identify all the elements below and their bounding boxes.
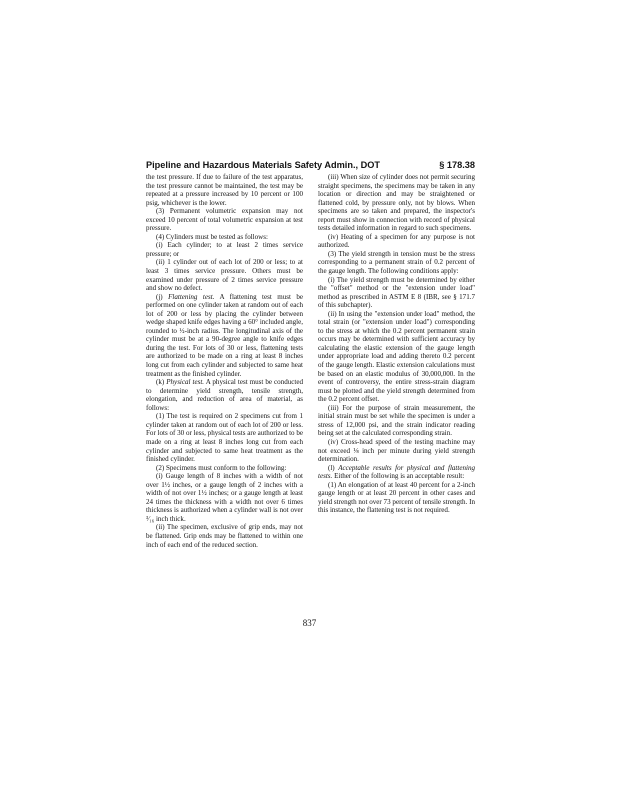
paragraph [146,293,303,378]
paragraph-text: (iii) When size of cylinder does not permit securing straight specimens, the specimens may be taken in any location or direction and may be straightened or flattened cold, by pressure only, not by blows. When specimens are so taken and prepared, the inspector's report must show in connection with record of physical tests detailed information in regard to such specimens. [318,173,475,233]
paragraph-heading: Physical test. [166,378,205,387]
paragraph [146,233,303,242]
paragraph-text: A physical test must be conducted to determine yield strength, tensile strength, elongation, and reduction of area of material, as follows: [146,378,304,412]
paragraph [146,523,303,549]
paragraph-text: Either of the following is an acceptable result: [334,472,465,481]
paragraph [146,241,303,258]
paragraph-text: (3) The yield strength in tension must be the stress corresponding to a permanent strain of 0.2 percent of the gauge length. The following conditions apply: [318,249,475,276]
paragraph-heading: Acceptable results for physical and flattening tests. [318,463,476,481]
paragraph-text: (i) Each cylinder; to at least 2 times service pressure; or [146,241,303,258]
paragraph-text: (1) The test is required on 2 specimens cut from 1 cylinder taken at random out of each lot of 200 or less. For lots of 30 or less, physical tests are authorized to be made on a ring at least 8 inches long cut from each cylinder and subjected to same heat treatment as the finished cylinder. [146,412,303,464]
paragraph [318,310,475,404]
left-text-column [146,173,303,549]
paragraph [146,207,303,233]
paragraph-text: the test pressure. If due to failure of the test apparatus, the test pressure cannot be maintained, the test may be repeated at a pressure increased by 10 percent or 100 psig, whichever is the lower. [146,173,303,207]
paragraph-text: (3) Permanent volumetric expansion may not exceed 10 percent of total volumetric expansion at test pressure. [146,207,303,233]
paragraph [318,438,475,464]
right-text-column [318,173,475,515]
paragraph-text: (iv) Cross-head speed of the testing machine may not exceed ⅛ inch per minute during yield strength determination. [318,437,475,464]
paragraph [146,258,303,292]
paragraph-text: (iii) For the purpose of strain measurement, the initial strain must be set while the specimen is under a stress of 12,000 psi, and the strain indicator reading being set at the calculated corresponding strain. [318,403,475,438]
header-section-number: § 178.38 [439,160,475,170]
paragraph-text: (iv) Heating of a specimen for any purpose is not authorized. [318,232,475,250]
running-header [146,158,475,172]
paragraph [318,276,475,310]
paragraph-text: (ii) In using the "extension under load" method, the total strain (or "extension under load") corresponding to the stress at which the 0.2 percent permanent strain occurs may be determined with sufficient accuracy by calculating the elastic extension of the gauge length under appropriate load and adding thereto 0.2 percent of the gauge length. Elastic extension calculations must be based on an elastic modulus of 30,000,000. In the event of controversy, the entire stress-strain diagram must be plotted and the yield strength determined from the 0.2 percent offset. [318,309,475,404]
paragraph-label: (k) [156,378,165,387]
paragraph-text: (i) The yield strength must be determined by either the "offset" method or the "extension under load" method as prescribed in ASTM E 8 (IBR, see § 171.7 of this subchapter). [318,275,475,310]
paragraph-label: (l) [328,463,335,472]
paragraph [318,250,475,276]
paragraph [318,173,475,233]
paragraph-label: (j) [156,292,163,301]
paragraph [318,464,475,481]
paragraph [146,412,303,463]
paragraph-text: (2) Specimens must conform to the following: [156,463,287,472]
paragraph-text: (ii) The specimen, exclusive of grip ends, may not be flattened. Grip ends may be flattened to within one inch of each end of the reduced section. [146,523,303,549]
paragraph [146,173,303,207]
paragraph [318,481,475,515]
paragraph-text: (1) An elongation of at least 40 percent for a 2-inch gauge length or at least 20 percent in other cases and yield strength not over 73 percent of tensile strength. In this instance, the flattening test is not required. [318,480,475,515]
paragraph-text: A flattening test must be performed on one cylinder taken at random out of each lot of 200 or less by placing the cylinder between wedge shaped knife edges having a 60° included angle, rounded to ½-inch radius. The longitudinal axis of the cylinder must be at a 90-degree angle to knife edges during the test. For lots of 30 or less, flattening tests are authorized to be made on a ring at least 8 inches long cut from each cylinder and subjected to same heat treatment as the finished cylinder. [146,292,304,378]
page-number: 837 [302,618,317,628]
header-title: Pipeline and Hazardous Materials Safety Admin., DOT [146,160,380,170]
paragraph-text: (4) Cylinders must be tested as follows: [156,232,268,241]
paragraph [318,404,475,438]
paragraph [146,464,303,473]
paragraph-text: (ii) 1 cylinder out of each lot of 200 or less; to at least 3 times service pressure. Others must be examined under pressure of 2 times service pressure and show no defect. [146,258,303,293]
paragraph-text: (i) Gauge length of 8 inches with a width of not over 1½ inches, or a gauge length of 2 inches with a width of not over 1½ inches; or a gauge length at least 24 times the thickness with a width not over 6 times thickness is authorized when a cylinder wall is not over ³⁄₁₆ inch thick. [146,472,303,523]
paragraph-heading: Flattening test. [168,292,215,301]
paragraph [146,472,303,523]
paragraph [318,233,475,250]
paragraph [146,378,303,412]
